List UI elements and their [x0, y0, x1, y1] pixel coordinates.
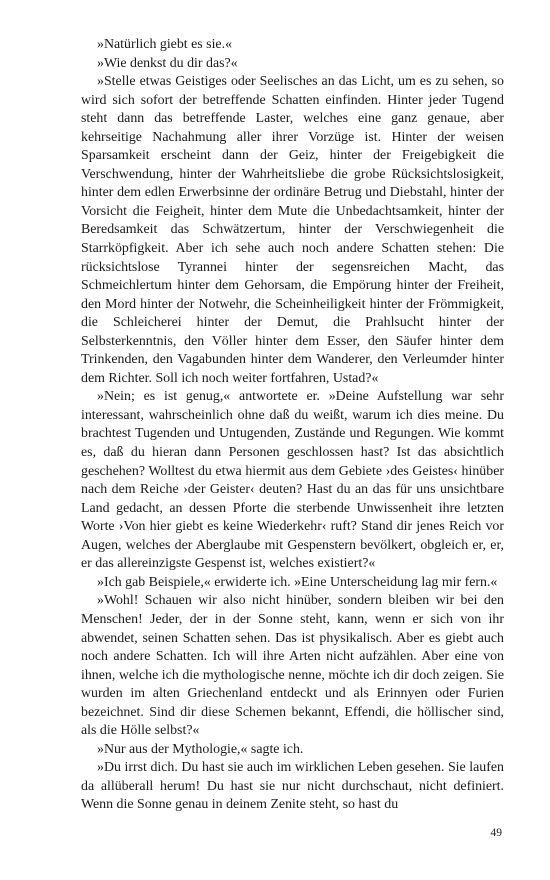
paragraph: »Ich gab Beispiele,« erwiderte ich. »Eine Unterscheidung lag mir fern.« [97, 574, 498, 590]
paragraph: »Wie denkst du dir das?« [97, 55, 238, 71]
page-number: 49 [490, 827, 502, 839]
paragraph: »Nur aus der Mythologie,« sagte ich. [97, 741, 304, 757]
paragraph: »Wohl! Schauen wir also nicht hinüber, sondern bleiben wir bei den Menschen! Jeder, der in der Sonne steht, kann, wenn er sich von ihr abwendet, seinen Schatten sehen. Das ist physikalisch. Aber es giebt auch noch andere Schatten. Ich will ihre Arten nicht aufzählen. Aber eine von ihnen, welche ich die mythologische nenne, möchte ich dir doch zeigen. Sie wurden im alten Griechenland entdeckt und als Erinnyen oder Furien bezeichnet. Sind dir diese Schemen bekannt, Effendi, die höllischer sind, als die Hölle selbst?« [81, 593, 504, 739]
body-text [81, 36, 504, 815]
paragraph: »Natürlich giebt es sie.« [97, 37, 233, 52]
paragraph: »Du irrst dich. Du hast sie auch im wirklichen Leben gesehen. Sie laufen da allüberall herum! Du hast sie nur nicht durchschaut, nicht definiert. Wenn die Sonne genau in deinem Zenite steht, so hast du [81, 760, 504, 813]
paragraph: »Stelle etwas Geistiges oder Seelisches an das Licht, um es zu sehen, so wird sich sofort der betreffende Schatten einfinden. Hinter jeder Tugend steht dann das betreffende Laster, welches eine ganz genaue, aber kehrseitige Nachahmung aller ihrer Vorzüge ist. Hinter der weisen Sparsamkeit erscheint dann der Geiz, hinter der Freigebigkeit die Verschwendung, hinter der Wahrheitsliebe die grobe Rücksichtslosigkeit, hinter dem edlen Erwerbsinne der ordinäre Betrug und Diebstahl, hinter der Vorsicht die Feigheit, hinter dem Mute die Unbedachtsamkeit, hinter der Beredsamkeit das Schwätzertum, hinter der Verschwiegenheit die Starrköpfigkeit. Aber ich sehe auch noch andere Schatten stehen: Die rücksichtslose Tyrannei hinter der segensreichen Macht, das Schmeichlertum hinter dem Gehorsam, die Empörung hinter der Freiheit, den Mord hinter der Notwehr, die Scheinheiligkeit hinter der Frömmigkeit, die Schleicherei hinter der Demut, die Prahlsucht hinter der Selbsterkenntnis, den Völler hinter dem Esser, den Säufer hinter dem Trinkenden, den Vagabunden hinter dem Wanderer, den Verleumder hinter dem Richter. Soll ich noch weiter fortfahren, Ustad?« [81, 74, 504, 386]
paragraph: »Nein; es ist genug,« antwortete er. »Deine Aufstellung war sehr interessant, wahrscheinlich ohne daß du weißt, warum ich dies meine. Du brachtest Tugenden und Untugenden, Zustände und Regungen. Wie kommt es, daß du hieran dann Personen geschlossen hast? Ist das absichtlich geschehen? Wolltest du etwa hiermit aus dem Gebiete ›des Geistes‹ hinüber nach dem Reiche ›der Geister‹ deuten? Hast du an das für uns unsichtbare Land gedacht, an dessen Pforte die sterbende Unwissenheit ihre letzten Worte ›Von hier giebt es keine Wiederkehr‹ ruft? Stand dir jenes Reich vor Augen, welches der Aberglaube mit Gespenstern bevölkert, obgleich er, er, er das allereinzigste Gespenst ist, welches existiert?« [81, 389, 504, 572]
